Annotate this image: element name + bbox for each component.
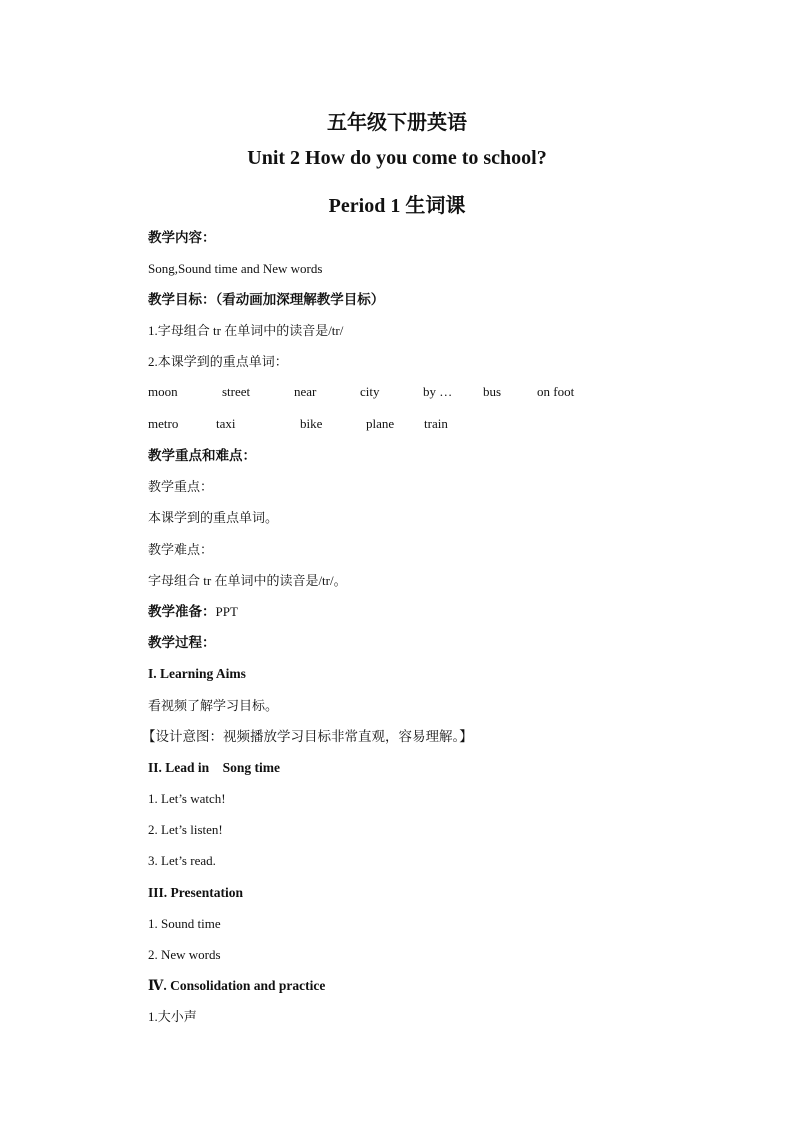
prep-text: PPT: [215, 604, 238, 619]
section-4-item-1: 1.大小声: [148, 1009, 197, 1024]
document-title: 五年级下册英语: [327, 112, 467, 134]
difficulty-text: 字母组合 tr 在单词中的读音是/tr/。: [148, 573, 347, 588]
content-heading: 教学内容：: [148, 230, 216, 245]
goal-2: 2.本课学到的重点单词：: [148, 354, 288, 369]
key-heading: 教学重点和难点：: [148, 448, 256, 463]
section-1-note: 【设计意图：视频播放学习目标非常直观，容易理解。】: [142, 729, 473, 744]
process-heading: 教学过程：: [148, 635, 216, 650]
goal-1: 1.字母组合 tr 在单词中的读音是/tr/: [148, 323, 344, 338]
word-train: train: [424, 416, 448, 431]
prep-line: [148, 603, 238, 621]
prep-heading: 教学准备：: [148, 604, 216, 619]
word-by: by …: [423, 384, 453, 399]
word-plane: plane: [366, 416, 395, 431]
content-text: Song,Sound time and New words: [148, 261, 323, 276]
section-3-item-1: 1. Sound time: [148, 916, 221, 931]
difficulty-label: 教学难点：: [148, 542, 214, 557]
section-4-heading: Ⅳ. Consolidation and practice: [148, 978, 326, 993]
unit-title: Unit 2 How do you come to school?: [247, 147, 547, 169]
word-bike: bike: [300, 416, 323, 431]
section-3-item-2: 2. New words: [148, 947, 221, 962]
word-on-foot: on foot: [537, 384, 575, 399]
word-city: city: [360, 384, 380, 399]
word-near: near: [294, 384, 317, 399]
section-2-item-1: 1. Let’s watch!: [148, 791, 226, 806]
section-1-heading: I. Learning Aims: [148, 666, 246, 681]
section-2-heading: II. Lead in Song time: [148, 760, 281, 775]
section-2-item-2: 2. Let’s listen!: [148, 822, 223, 837]
word-metro: metro: [148, 416, 179, 431]
key-text: 本课学到的重点单词。: [148, 510, 279, 525]
goals-heading: 教学目标：（看动画加深理解教学目标）: [148, 292, 385, 307]
section-3-heading: III. Presentation: [148, 885, 244, 900]
word-street: street: [222, 384, 251, 399]
word-moon: moon: [148, 384, 178, 399]
section-1-text: 看视频了解学习目标。: [148, 698, 279, 713]
word-taxi: taxi: [216, 416, 236, 431]
key-label: 教学重点：: [148, 479, 214, 494]
word-bus: bus: [483, 384, 502, 399]
section-2-item-3: 3. Let’s read.: [148, 853, 216, 868]
period-title: Period 1 生词课: [328, 195, 466, 217]
